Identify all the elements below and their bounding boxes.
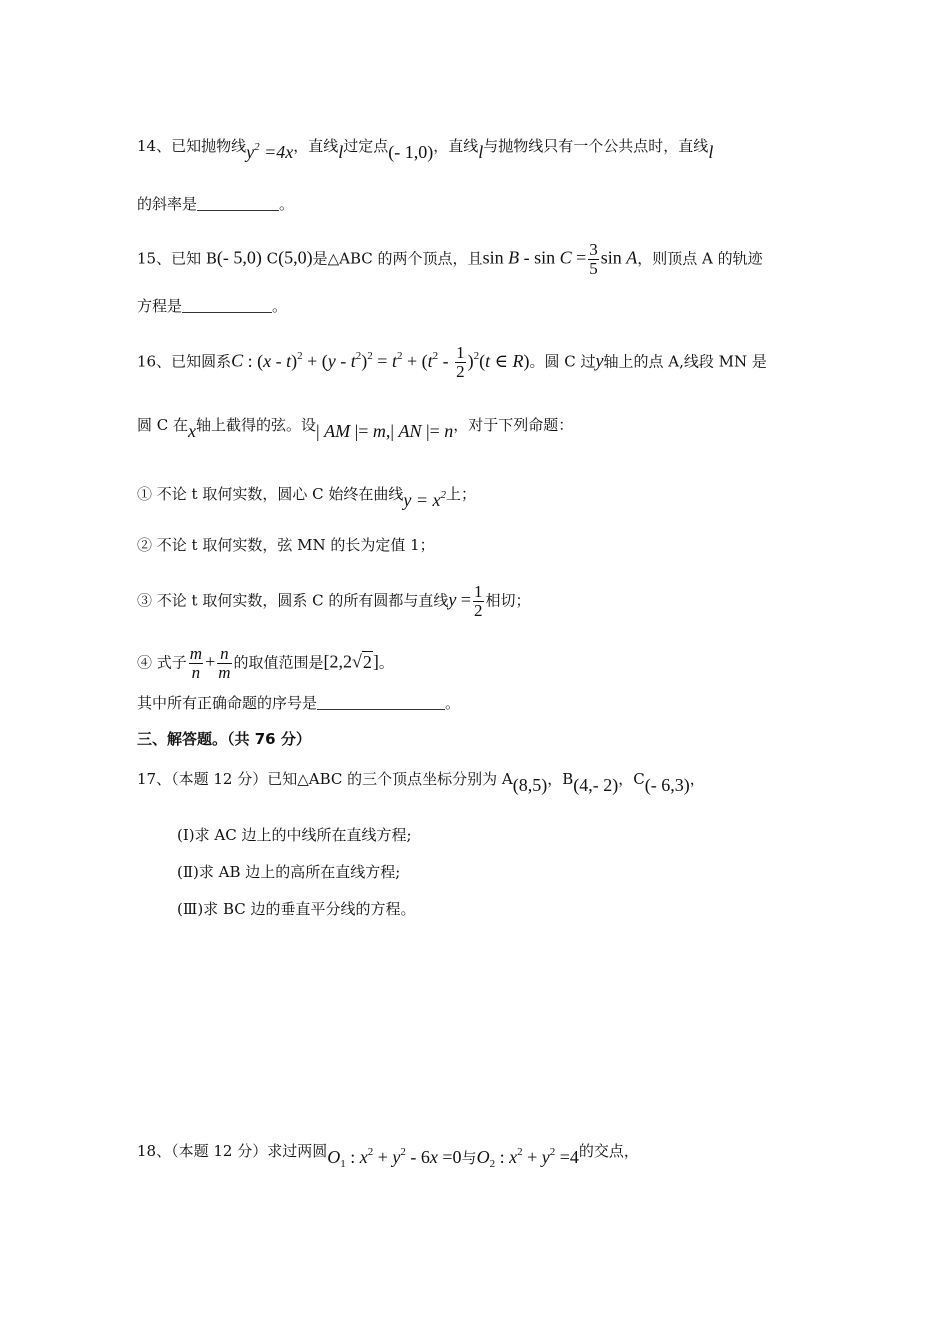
- question-15-line-2: 方程是 。: [137, 297, 288, 315]
- question-17: 17、（本题 12 分）已知△ABC 的三个顶点坐标分别为 A(8,5)，B(4,- 2)，C(- 6,3)，: [137, 770, 705, 795]
- answer-blank[interactable]: [197, 196, 279, 211]
- math-circle-system: C: [231, 350, 244, 371]
- question-14-line-1: 14、已知抛物线$y^2 =4x$，直线l过定点(- 1,0)，直线l与抛物线只有一个公共点时，直线l: [137, 137, 714, 162]
- question-17-part-1: (Ⅰ)求 AC 边上的中线所在直线方程;: [177, 826, 412, 844]
- math-circle-o2: $O_2$ : $x^2 + y^2 =4$: [476, 1146, 579, 1170]
- proposition-2: ② 不论 t 取何实数，弦 MN 的长为定值 1；: [137, 536, 435, 554]
- proposition-1: ① 不论 t 取何实数，圆心 C 始终在曲线$y = x^2$上；: [137, 485, 476, 510]
- math-parabola: $y^2 =4x$: [246, 141, 294, 162]
- math-curve: $y = x^2$: [403, 489, 446, 510]
- question-18: 18、（本题 12 分）求过两圆$O_1$ : $x^2 + y^2 - 6x =0$与$O_2$ : $x^2 + y^2 =4$的交点，: [137, 1142, 639, 1170]
- answer-blank[interactable]: [317, 695, 445, 710]
- question-15-line-1: 15、已知 B(- 5,0) C(5,0)是△ABC 的两个顶点，且sin B - sin C = $\frac{3}{5}$ sin A，则顶点 A 的轨迹: [137, 240, 763, 278]
- question-16-line-2: 圆 C 在x轴上截得的弦。设| AM |= m,| AN |= n，对于下列命题：: [137, 416, 574, 441]
- question-17-part-2: (Ⅱ)求 AB 边上的高所在直线方程;: [177, 863, 401, 881]
- math-lengths: | AM |= m,| AN |= n: [316, 421, 454, 441]
- question-16-line-1: 16、已知圆系C : $(x - t)^2 + (y - t^2)^2 = t^2 + (t^2$ - $\frac{1}{2}$ )$^2$(t ∈ R)。圆 C 过y轴上的点 A,线段 MN 是: [137, 343, 767, 381]
- math-range: [2,2√2]: [323, 651, 379, 672]
- math-sine-equation: sin B - sin C =: [482, 247, 587, 268]
- question-14-line-2: 的斜率是 。: [137, 195, 295, 213]
- section-heading: 三、解答题。（共 76 分）: [137, 730, 311, 748]
- proposition-3: ③ 不论 t 取何实数，圆系 C 的所有圆都与直线y = $\frac{1}{2}$ 相切；: [137, 582, 531, 620]
- answer-line: 其中所有正确命题的序号是 。: [137, 694, 461, 712]
- math-circle-o1: $O_1$ : $x^2 + y^2 - 6x =0$: [327, 1146, 462, 1170]
- question-17-part-3: (Ⅲ)求 BC 边的垂直平分线的方程。: [177, 900, 416, 918]
- proposition-4: ④ 式子 $\frac{m}{n}$ + $\frac{n}{m}$ 的取值范围是[2,2√2]。: [137, 644, 394, 682]
- math-point: (- 1,0): [388, 142, 434, 162]
- answer-blank[interactable]: [182, 298, 272, 313]
